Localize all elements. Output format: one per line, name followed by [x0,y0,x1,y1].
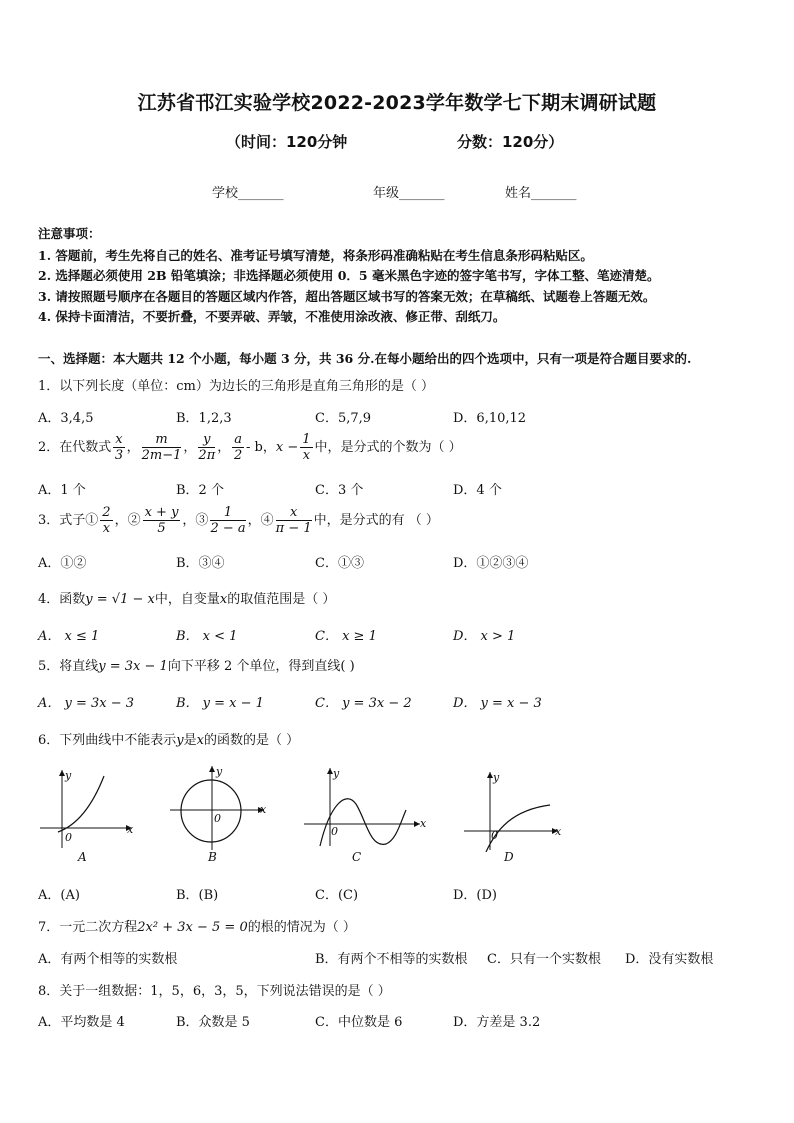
q8-option-d: D．方差是 3.2 [453,1015,541,1030]
q3-frac-2: $\frac{x + y}{5}$ [144,505,179,536]
graph-d-y-label: y [493,771,500,784]
q2-frac-4: $\frac{a}{2}$ [234,432,243,463]
graph-a-label: A [78,850,87,864]
question-2-stem: 2．在代数式 $\frac{x}{3}$ ， $\frac{m}{2m-1}$ ， $\frac{y}{2\pi}$ ， $\frac{a}{2}$ - b，x − $\frac{1}{x}$ 中，是分式的个数为（ ） [38,432,462,463]
graph-c-x-label: x [420,817,427,830]
q6-option-d: D．(D) [453,888,497,903]
grade-field: 年级_______ [373,186,445,201]
q3-option-c: C．①③ [315,556,364,571]
question-8-stem: 8．关于一组数据：1，5，6，3，5，下列说法错误的是（ ） [38,984,391,999]
q8-option-a: A．平均数是 4 [38,1015,125,1030]
graph-c [300,764,427,848]
q2-frac-2: $\frac{m}{2m-1}$ [141,432,182,463]
q8-option-b: B．众数是 5 [176,1015,250,1030]
q7-expression: 2x² + 3x − 5 = 0 [137,920,248,935]
q7-option-c: C．只有一个实数根 [487,952,601,967]
graph-c-label: C [352,850,362,864]
q2-frac-1: $\frac{x}{3}$ [114,432,124,463]
graph-b-label: B [208,850,217,864]
section-heading: 一、选择题：本大题共 12 个小题，每小题 3 分，共 36 分.在每小题给出的四个选项中，只有一项是符合题目要求的. [38,351,692,366]
graph-c-origin: 0 [331,825,338,838]
q6-option-c: C．(C) [315,888,359,903]
graph-d-label: D [504,850,514,864]
graph-d-x-label: x [555,825,562,838]
q4-option-c: C． x ≥ 1 [315,629,377,644]
question-1-stem: 1．以下列长度（单位：cm）为边长的三角形是直角三角形的是（ ） [38,379,435,394]
graph-d-origin: 0 [491,829,498,842]
graph-b-x-label: x [260,803,267,816]
name-field: 姓名_______ [505,186,577,201]
q8-option-c: C．中位数是 6 [315,1015,403,1030]
question-6-stem: 6．下列曲线中不能表示y是x的函数的是（ ） [38,733,300,748]
notice-item-3: 3. 请按照题号顺序在各题目的答题区域内作答，超出答题区域书写的答案无效；在草稿纸、试题卷上答题无效。 [38,289,656,304]
notice-item-4: 4. 保持卡面清洁，不要折叠，不要弄破、弄皱，不准使用涂改液、修正带、刮纸刀。 [38,309,506,324]
graph-b-y-label: y [216,765,223,778]
graph-d [460,768,564,852]
q3-frac-3: $\frac{1}{2 - a}$ [210,505,246,536]
q3-option-a: A．①② [38,556,87,571]
exam-time: （时间：120分钟 [226,133,348,151]
q3-option-b: B．③④ [176,556,225,571]
q5-expression: y = 3x − 1 [98,659,168,674]
question-5-stem: 5．将直线y = 3x − 1向下平移 2 个单位，得到直线( ) [38,659,355,674]
q2-option-b: B．2 个 [176,483,224,498]
q5-option-d: D． y = x − 3 [453,696,542,711]
q2-prefix: 2．在代数式 [38,440,112,455]
q4-option-b: B． x < 1 [176,629,238,644]
graph-a [36,766,140,850]
q7-option-b: B．有两个不相等的实数根 [315,952,468,967]
q2-frac-5: $\frac{1}{x}$ [302,432,311,463]
graph-a-origin: 0 [65,831,72,844]
q5-option-b: B． y = x − 1 [176,696,264,711]
question-4-stem: 4．函数y = √1 − x中，自变量x的取值范围是（ ） [38,592,336,607]
q5-option-a: A． y = 3x − 3 [38,696,135,711]
school-field: 学校_______ [212,186,284,201]
notice-heading: 注意事项： [38,226,101,241]
q1-option-c: C．5,7,9 [315,411,372,426]
graph-c-y-label: y [333,767,340,780]
q4-expression: y = √1 − x [85,592,155,607]
exam-score: 分数：120分） [457,133,564,151]
question-3-stem: 3．式子① $\frac{2}{x}$ ，② $\frac{x + y}{5}$ ，③ $\frac{1}{2 - a}$ ，④ $\frac{x}{\pi - 1}$ 中，是分式的有 （ ） [38,505,439,536]
page-title: 江苏省邗江实验学校2022-2023学年数学七下期末调研试题 [137,92,657,114]
q4-option-d: D． x > 1 [453,629,516,644]
q3-frac-1: $\frac{2}{x}$ [102,505,111,536]
q2-frac-3: $\frac{y}{2\pi}$ [198,432,216,463]
notice-item-2: 2. 选择题必须使用 2B 铅笔填涂；非选择题必须使用 0．5 毫米黑色字迹的签字笔书写，字体工整、笔迹清楚。 [38,268,660,283]
question-7-stem: 7．一元二次方程2x² + 3x − 5 = 0的根的情况为（ ） [38,920,356,935]
q3-option-d: D．①②③④ [453,556,529,571]
q2-option-a: A．1 个 [38,483,86,498]
q1-option-a: A．3,4,5 [38,411,94,426]
q2-option-c: C．3 个 [315,483,364,498]
q1-option-d: D．6,10,12 [453,411,527,426]
graph-a-y-label: y [65,769,72,782]
q7-option-a: A．有两个相等的实数根 [38,952,178,967]
q4-option-a: A． x ≤ 1 [38,629,100,644]
q2-option-d: D．4 个 [453,483,502,498]
graph-a-x-label: x [127,823,134,836]
q7-option-d: D．没有实数根 [625,952,714,967]
notice-item-1: 1. 答题前，考生先将自己的姓名、准考证号填写清楚，将条形码准确粘贴在考生信息条形码粘贴区。 [38,248,593,263]
q6-option-b: B．(B) [176,888,219,903]
q3-frac-4: $\frac{x}{\pi - 1}$ [275,505,312,536]
q1-option-b: B．1,2,3 [176,411,232,426]
q6-option-a: A．(A) [38,888,80,903]
q5-option-c: C． y = 3x − 2 [315,696,412,711]
graph-b-origin: 0 [214,812,221,825]
